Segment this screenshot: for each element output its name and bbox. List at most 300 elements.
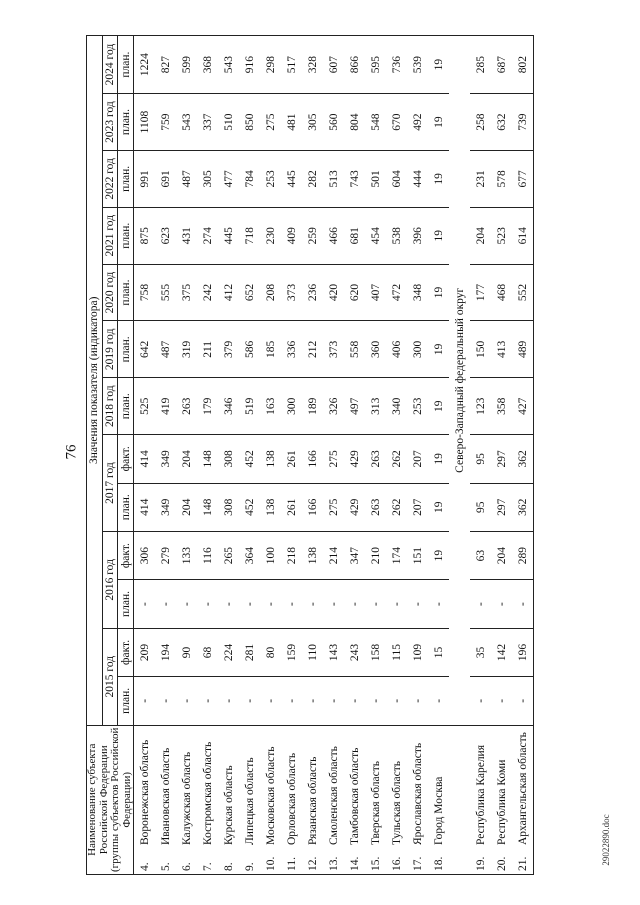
value-cell: 204 <box>176 435 197 483</box>
value-cell: 177 <box>470 264 491 321</box>
value-cell: 138 <box>302 531 323 579</box>
value-cell: 185 <box>260 321 281 378</box>
value-cell: 259 <box>302 207 323 264</box>
value-cell: 412 <box>218 264 239 321</box>
value-cell: 349 <box>155 435 176 483</box>
value-cell: 123 <box>470 378 491 435</box>
row-number: 17. <box>411 856 424 871</box>
value-cell: 431 <box>176 207 197 264</box>
value-cell: 204 <box>176 483 197 531</box>
value-cell: 991 <box>134 150 156 207</box>
value-cell: - <box>239 580 260 628</box>
value-cell: 19 <box>428 150 449 207</box>
value-cell: - <box>512 677 534 725</box>
value-cell: - <box>407 677 428 725</box>
value-cell: 743 <box>344 150 365 207</box>
plan-subheader: план. <box>118 94 134 151</box>
value-cell: 262 <box>386 435 407 483</box>
region-name-cell <box>512 725 534 874</box>
value-cell: - <box>344 677 365 725</box>
region-name-cell <box>323 725 344 874</box>
value-cell: 607 <box>323 36 344 94</box>
value-cell: 194 <box>155 628 176 676</box>
region-name-cell <box>428 725 449 874</box>
value-cell: - <box>323 580 344 628</box>
value-cell: 337 <box>197 94 218 151</box>
value-cell: 179 <box>197 378 218 435</box>
value-cell: 262 <box>386 483 407 531</box>
value-cell: 632 <box>491 94 512 151</box>
row-number: 11. <box>285 857 298 871</box>
value-cell: 406 <box>386 321 407 378</box>
value-cell: 850 <box>239 94 260 151</box>
plan-subheader: план. <box>118 677 134 725</box>
value-cell: 211 <box>197 321 218 378</box>
value-cell: 189 <box>302 378 323 435</box>
value-cell: 282 <box>302 150 323 207</box>
value-cell: 552 <box>512 264 534 321</box>
table-row <box>176 36 197 875</box>
year-header: 2024 год <box>102 36 118 94</box>
value-cell: 513 <box>323 150 344 207</box>
value-cell: 258 <box>470 94 491 151</box>
year-header: 2017 год <box>102 435 118 532</box>
value-cell: 379 <box>218 321 239 378</box>
value-cell: 230 <box>260 207 281 264</box>
value-cell: - <box>218 677 239 725</box>
federal-district-spacer <box>449 725 470 874</box>
value-cell: 454 <box>365 207 386 264</box>
subject-name: Город Москва <box>432 776 445 845</box>
subject-name: Республика Карелия <box>474 744 487 845</box>
value-cell: 142 <box>491 628 512 676</box>
value-cell: 348 <box>407 264 428 321</box>
value-cell: 718 <box>239 207 260 264</box>
row-number: 4. <box>138 862 151 871</box>
page-number-text: 76 <box>63 444 80 460</box>
value-cell: - <box>218 580 239 628</box>
table-row <box>218 36 239 875</box>
value-cell: 414 <box>134 435 156 483</box>
value-cell: - <box>470 677 491 725</box>
value-cell: 429 <box>344 483 365 531</box>
value-cell: 305 <box>302 94 323 151</box>
year-header: 2023 год <box>102 94 118 151</box>
table-row <box>302 36 323 875</box>
value-cell: - <box>134 677 156 725</box>
value-cell: 19 <box>428 483 449 531</box>
row-number: 7. <box>201 862 214 871</box>
value-cell: 429 <box>344 435 365 483</box>
value-cell: 599 <box>176 36 197 94</box>
value-cell: - <box>281 677 302 725</box>
year-header: 2018 год <box>102 378 118 435</box>
value-cell: 409 <box>281 207 302 264</box>
region-name-cell <box>302 725 323 874</box>
plan-subheader: план. <box>118 580 134 628</box>
value-cell: 243 <box>344 628 365 676</box>
value-cell: 492 <box>407 94 428 151</box>
plan-subheader: план. <box>118 378 134 435</box>
value-cell: 875 <box>134 207 156 264</box>
value-cell: - <box>512 580 534 628</box>
value-cell: 827 <box>155 36 176 94</box>
value-cell: 1108 <box>134 94 156 151</box>
value-cell: - <box>323 677 344 725</box>
value-cell: 497 <box>344 378 365 435</box>
value-cell: 214 <box>323 531 344 579</box>
table-row <box>239 36 260 875</box>
value-cell: 319 <box>176 321 197 378</box>
value-cell: 368 <box>197 36 218 94</box>
value-cell: - <box>155 677 176 725</box>
subject-name: Смоленская область <box>327 746 340 845</box>
table-row <box>407 36 428 875</box>
value-cell: 670 <box>386 94 407 151</box>
value-cell: 116 <box>197 531 218 579</box>
year-header: 2019 год <box>102 321 118 378</box>
value-cell: 253 <box>260 150 281 207</box>
row-number: 20. <box>495 856 508 871</box>
region-name-cell <box>491 725 512 874</box>
value-cell: - <box>386 677 407 725</box>
region-name-cell <box>155 725 176 874</box>
table-row <box>428 36 449 875</box>
region-name-cell <box>470 725 491 874</box>
value-cell: 477 <box>218 150 239 207</box>
value-cell: 151 <box>407 531 428 579</box>
value-cell: 224 <box>218 628 239 676</box>
value-cell: 510 <box>218 94 239 151</box>
value-cell: 414 <box>134 483 156 531</box>
value-cell: 208 <box>260 264 281 321</box>
value-cell: 691 <box>155 150 176 207</box>
value-cell: - <box>176 677 197 725</box>
value-cell: 138 <box>260 483 281 531</box>
subject-name: Тульская область <box>390 761 403 845</box>
subject-name: Костромская область <box>201 741 214 845</box>
value-cell: 1224 <box>134 36 156 94</box>
value-cell: 231 <box>470 150 491 207</box>
value-cell: - <box>491 580 512 628</box>
value-cell: - <box>260 580 281 628</box>
value-cell: 19 <box>428 321 449 378</box>
value-cell: 174 <box>386 531 407 579</box>
value-cell: - <box>407 580 428 628</box>
year-header: 2020 год <box>102 264 118 321</box>
value-cell: 166 <box>302 435 323 483</box>
value-cell: 444 <box>407 150 428 207</box>
value-cell: 349 <box>155 483 176 531</box>
region-name-cell <box>365 725 386 874</box>
value-cell: - <box>155 580 176 628</box>
subject-name: Воронежская область <box>138 739 151 845</box>
value-cell: 285 <box>470 36 491 94</box>
value-cell: 308 <box>218 435 239 483</box>
fact-subheader: факт. <box>118 531 134 579</box>
region-name-cell <box>176 725 197 874</box>
value-cell: 19 <box>428 435 449 483</box>
subject-name: Тверская область <box>369 761 382 845</box>
value-cell: 784 <box>239 150 260 207</box>
table-row <box>134 36 156 875</box>
value-cell: 133 <box>176 531 197 579</box>
value-cell: 452 <box>239 483 260 531</box>
value-cell: 539 <box>407 36 428 94</box>
document-code-text: 29022890.doc <box>601 814 611 866</box>
value-cell: 481 <box>281 94 302 151</box>
value-cell: 300 <box>281 378 302 435</box>
value-cell: 487 <box>176 150 197 207</box>
value-cell: 681 <box>344 207 365 264</box>
value-cell: 543 <box>176 94 197 151</box>
value-cell: 489 <box>512 321 534 378</box>
value-cell: 420 <box>323 264 344 321</box>
value-cell: 687 <box>491 36 512 94</box>
row-number: 6. <box>180 862 193 871</box>
value-cell: 364 <box>239 531 260 579</box>
value-cell: 739 <box>512 94 534 151</box>
value-cell: - <box>428 677 449 725</box>
table-row <box>386 36 407 875</box>
value-cell: 15 <box>428 628 449 676</box>
value-cell: 281 <box>239 628 260 676</box>
value-cell: 138 <box>260 435 281 483</box>
value-cell: 279 <box>155 531 176 579</box>
value-cell: 274 <box>197 207 218 264</box>
region-name-cell <box>344 725 365 874</box>
year-header: 2015 год <box>102 628 118 725</box>
value-cell: 300 <box>407 321 428 378</box>
value-cell: - <box>302 580 323 628</box>
region-name-cell <box>218 725 239 874</box>
table-row <box>365 36 386 875</box>
value-cell: - <box>197 580 218 628</box>
value-cell: - <box>281 580 302 628</box>
value-cell: 109 <box>407 628 428 676</box>
value-cell: 35 <box>470 628 491 676</box>
plan-subheader: план. <box>118 321 134 378</box>
value-cell: 275 <box>323 435 344 483</box>
value-cell: - <box>239 677 260 725</box>
value-cell: 501 <box>365 150 386 207</box>
value-cell: - <box>260 677 281 725</box>
year-header: 2022 год <box>102 150 118 207</box>
value-cell: 68 <box>197 628 218 676</box>
row-number: 13. <box>327 856 340 871</box>
value-cell: - <box>302 677 323 725</box>
value-cell: 360 <box>365 321 386 378</box>
plan-subheader: план. <box>118 150 134 207</box>
value-cell: 196 <box>512 628 534 676</box>
value-cell: 95 <box>470 483 491 531</box>
value-cell: 916 <box>239 36 260 94</box>
region-name-cell <box>134 725 156 874</box>
value-cell: 19 <box>428 264 449 321</box>
value-cell: 340 <box>386 378 407 435</box>
value-cell: 289 <box>512 531 534 579</box>
value-cell: 242 <box>197 264 218 321</box>
value-cell: 519 <box>239 378 260 435</box>
value-cell: 166 <box>302 483 323 531</box>
plan-subheader: план. <box>118 483 134 531</box>
table-row <box>197 36 218 875</box>
value-cell: 362 <box>512 435 534 483</box>
value-cell: 263 <box>365 435 386 483</box>
row-number: 5. <box>159 862 172 871</box>
table-row <box>512 36 534 875</box>
value-cell: 159 <box>281 628 302 676</box>
value-cell: 148 <box>197 483 218 531</box>
table-row <box>344 36 365 875</box>
value-cell: 150 <box>470 321 491 378</box>
table-row <box>155 36 176 875</box>
value-cell: 604 <box>386 150 407 207</box>
table-row <box>323 36 344 875</box>
value-cell: 517 <box>281 36 302 94</box>
value-cell: - <box>491 677 512 725</box>
value-cell: 308 <box>218 483 239 531</box>
row-number: 10. <box>264 856 277 871</box>
value-cell: 614 <box>512 207 534 264</box>
subject-name: Калужская область <box>180 751 193 845</box>
value-cell: 407 <box>365 264 386 321</box>
value-cell: 19 <box>428 94 449 151</box>
federal-district-row <box>449 36 470 875</box>
value-cell: 265 <box>218 531 239 579</box>
value-cell: 110 <box>302 628 323 676</box>
value-cell: 759 <box>155 94 176 151</box>
value-cell: 736 <box>386 36 407 94</box>
region-name-cell <box>281 725 302 874</box>
value-cell: 19 <box>428 36 449 94</box>
value-cell: 466 <box>323 207 344 264</box>
value-cell: 578 <box>491 150 512 207</box>
value-cell: 523 <box>491 207 512 264</box>
value-cell: 543 <box>218 36 239 94</box>
year-header: 2021 год <box>102 207 118 264</box>
value-cell: 306 <box>134 531 156 579</box>
value-cell: 558 <box>344 321 365 378</box>
value-cell: 19 <box>428 531 449 579</box>
row-number: 15. <box>369 856 382 871</box>
subject-name: Московская область <box>264 746 277 845</box>
value-cell: 209 <box>134 628 156 676</box>
value-cell: 328 <box>302 36 323 94</box>
row-number: 21. <box>516 856 529 871</box>
value-cell: - <box>365 677 386 725</box>
value-cell: 261 <box>281 483 302 531</box>
indicator-table-rotated <box>86 35 566 875</box>
value-cell: 620 <box>344 264 365 321</box>
region-name-cell <box>197 725 218 874</box>
value-cell: 253 <box>407 378 428 435</box>
indicator-table <box>86 35 534 875</box>
value-cell: 297 <box>491 435 512 483</box>
value-cell: 261 <box>281 435 302 483</box>
plan-subheader: план. <box>118 264 134 321</box>
value-cell: 452 <box>239 435 260 483</box>
row-number: 8. <box>222 862 235 871</box>
region-name-cell <box>239 725 260 874</box>
value-cell: 468 <box>491 264 512 321</box>
fact-subheader: факт. <box>118 628 134 676</box>
year-header: 2016 год <box>102 531 118 628</box>
value-cell: 623 <box>155 207 176 264</box>
value-cell: - <box>365 580 386 628</box>
value-cell: 586 <box>239 321 260 378</box>
value-cell: 375 <box>176 264 197 321</box>
value-cell: 63 <box>470 531 491 579</box>
value-cell: 210 <box>365 531 386 579</box>
value-cell: 298 <box>260 36 281 94</box>
row-number: 16. <box>390 856 403 871</box>
value-cell: 326 <box>323 378 344 435</box>
row-number: 18. <box>432 856 445 871</box>
value-cell: 595 <box>365 36 386 94</box>
value-cell: - <box>386 580 407 628</box>
table-body <box>134 36 534 875</box>
value-cell: 472 <box>386 264 407 321</box>
subject-name: Курская область <box>222 765 235 845</box>
value-cell: 555 <box>155 264 176 321</box>
table-row <box>491 36 512 875</box>
federal-district-label: Северо-Западный федеральный округ <box>449 36 470 726</box>
value-cell: - <box>344 580 365 628</box>
value-cell: - <box>134 580 156 628</box>
value-cell: 115 <box>386 628 407 676</box>
value-cell: 445 <box>281 150 302 207</box>
indicator-group-header: Значения показателя (индикатора) <box>87 36 103 726</box>
subject-name: Липецкая область <box>243 757 256 845</box>
value-cell: 758 <box>134 264 156 321</box>
value-cell: 427 <box>512 378 534 435</box>
value-cell: 548 <box>365 94 386 151</box>
value-cell: 560 <box>323 94 344 151</box>
value-cell: - <box>470 580 491 628</box>
value-cell: 80 <box>260 628 281 676</box>
fact-subheader: факт. <box>118 435 134 483</box>
value-cell: 163 <box>260 378 281 435</box>
value-cell: 419 <box>155 378 176 435</box>
value-cell: 336 <box>281 321 302 378</box>
subject-name: Рязанская область <box>306 756 319 845</box>
value-cell: 358 <box>491 378 512 435</box>
value-cell: 866 <box>344 36 365 94</box>
value-cell: 346 <box>218 378 239 435</box>
row-number: 9. <box>243 862 256 871</box>
subject-name: Ивановская область <box>159 747 172 845</box>
value-cell: 236 <box>302 264 323 321</box>
table-row <box>260 36 281 875</box>
row-number: 12. <box>306 856 319 871</box>
value-cell: 538 <box>386 207 407 264</box>
value-cell: 19 <box>428 207 449 264</box>
value-cell: 218 <box>281 531 302 579</box>
value-cell: 804 <box>344 94 365 151</box>
value-cell: 487 <box>155 321 176 378</box>
value-cell: 95 <box>470 435 491 483</box>
value-cell: 19 <box>428 378 449 435</box>
value-cell: 305 <box>197 150 218 207</box>
row-number: 19. <box>474 856 487 871</box>
subject-name: Ярославская область <box>411 742 424 845</box>
value-cell: 275 <box>260 94 281 151</box>
value-cell: - <box>197 677 218 725</box>
value-cell: 802 <box>512 36 534 94</box>
region-name-cell <box>386 725 407 874</box>
value-cell: 677 <box>512 150 534 207</box>
